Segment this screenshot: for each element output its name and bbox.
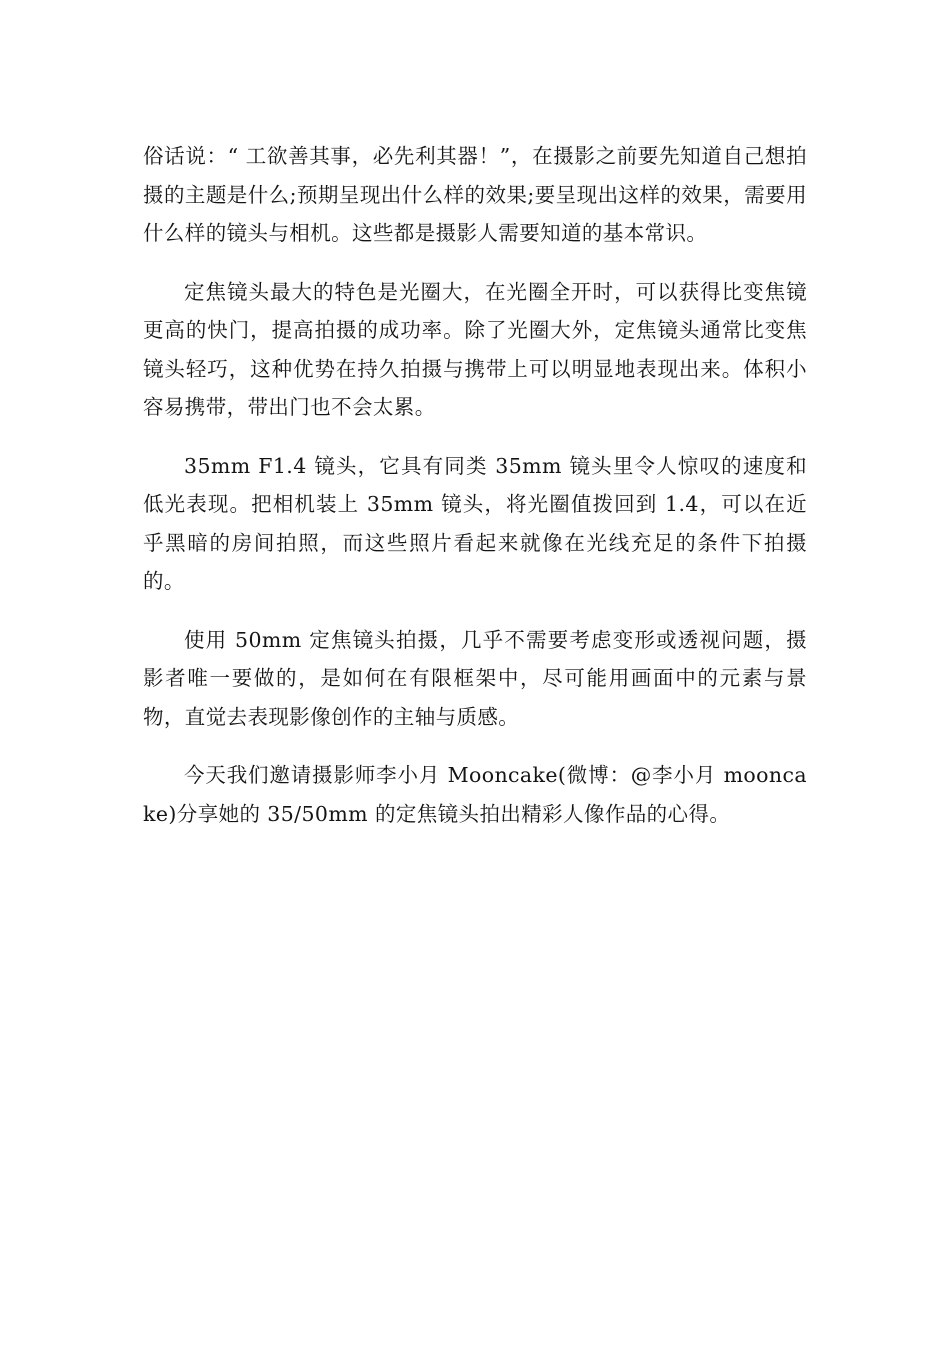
article-body <box>143 137 807 853</box>
paragraph-photographer-intro: 今天我们邀请摄影师李小月 Mooncake(微博：@李小月 mooncake)分享她的 35/50mm 的定焦镜头拍出精彩人像作品的心得。 <box>143 763 807 826</box>
paragraph-prime-lens-features: 定焦镜头最大的特色是光圈大，在光圈全开时，可以获得比变焦镜更高的快门，提高拍摄的成功率。除了光圈大外，定焦镜头通常比变焦镜头轻巧，这种优势在持久拍摄与携带上可以明显地表现出来。体积小容易携带，带出门也不会太累。 <box>143 279 807 419</box>
paragraph-50mm-lens: 使用 50mm 定焦镜头拍摄，几乎不需要考虑变形或透视问题，摄影者唯一要做的，是如何在有限框架中，尽可能用画面中的元素与景物，直觉去表现影像创作的主轴与质感。 <box>143 627 807 729</box>
paragraph-35mm-lens: 35mm F1.4 镜头，它具有同类 35mm 镜头里令人惊叹的速度和低光表现。把相机装上 35mm 镜头，将光圈值拨回到 1.4，可以在近乎黑暗的房间拍照，而这些照片看起来就像在光线充足的条件下拍摄的。 <box>143 453 807 593</box>
paragraph-intro: 俗话说：“ 工欲善其事，必先利其器！”，在摄影之前要先知道自己想拍摄的主题是什么;预期呈现出什么样的效果;要呈现出这样的效果，需要用什么样的镜头与相机。这些都是摄影人需要知道的基本常识。 <box>143 144 807 245</box>
